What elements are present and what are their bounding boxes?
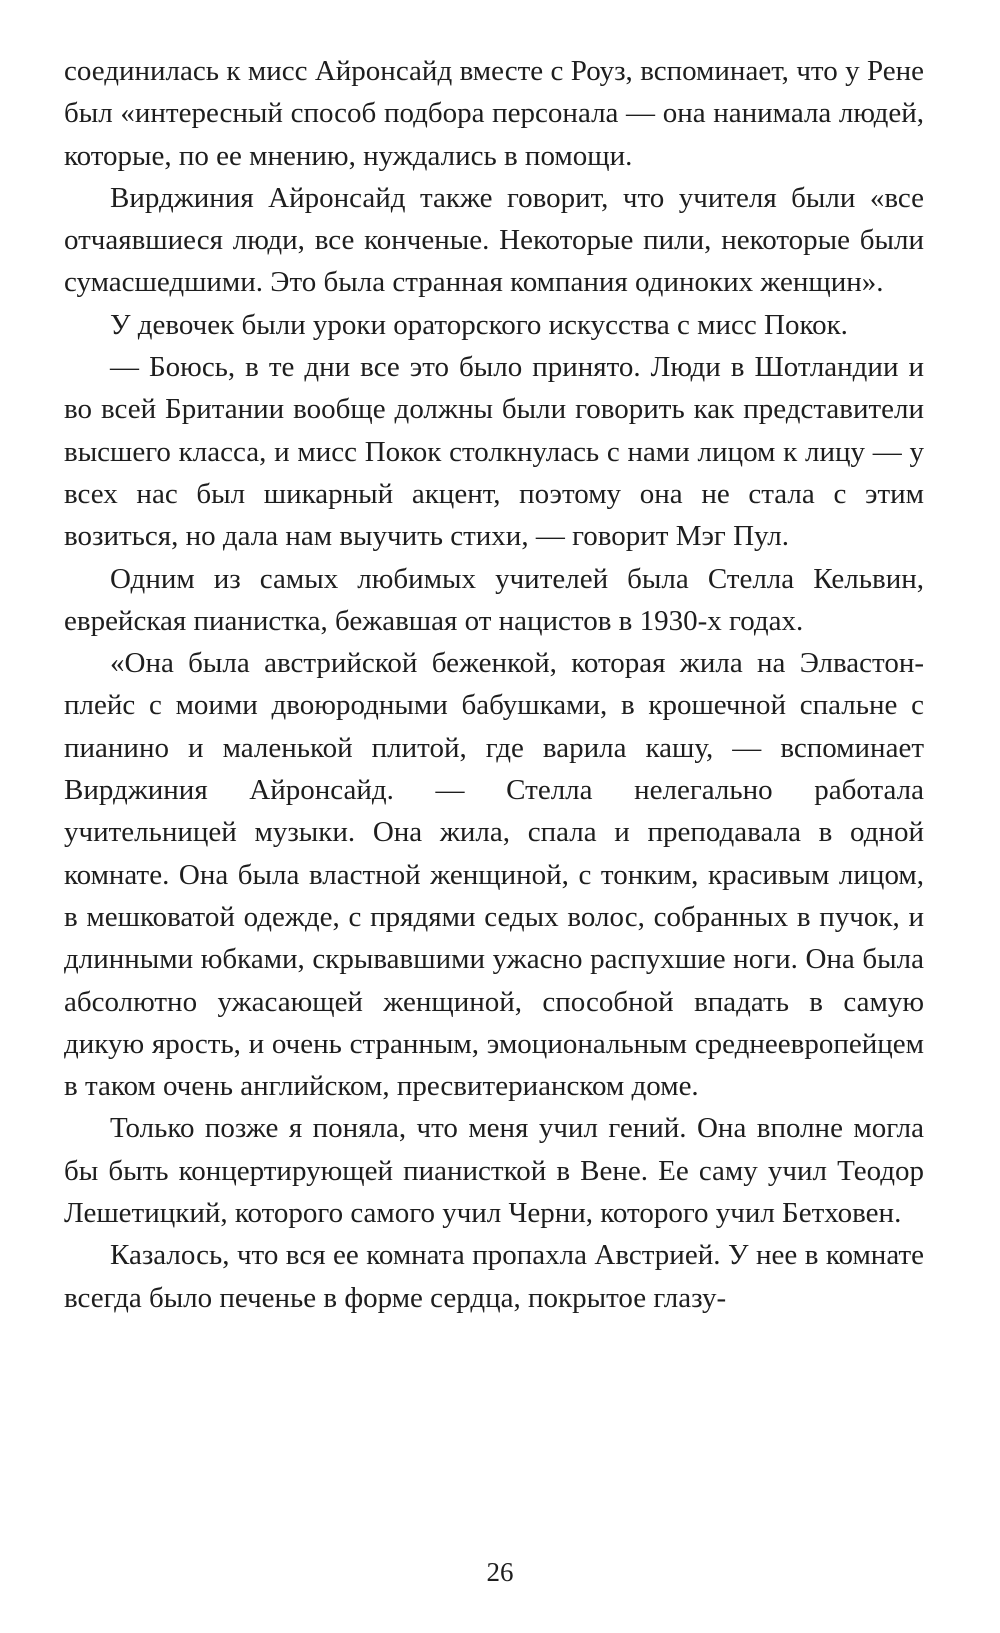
paragraph-1: соединилась к мисс Айронсайд вместе с Роуз, вспоминает, что у Рене был «интересный способ подбора персонала — она нанимала людей, которые, по ее мнению, нуждались в помощи.	[64, 55, 924, 172]
paragraph-6: «Она была австрийской беженкой, которая жила на Элвастон-плейс с моими двоюродными бабушками, в крошечной спальне с пианино и маленькой плитой, где варила кашу, — вспоминает Вирджиния Айронсайд. — Стелла нелегально работала учительницей музыки. Она жила, спала и преподавала в одной комнате. Она была властной женщиной, с тонким, красивым лицом, в мешковатой одежде, с прядями седых волос, собранных в пучок, и длинными юбками, скрывавшими ужасно распухшие ноги. Она была абсолютно ужасающей женщиной, способной впадать в самую дикую ярость, и очень странным, эмоциональным среднеевропейцем в таком очень английском, пресвитерианском доме.	[64, 647, 924, 1103]
paragraph-8: Казалось, что вся ее комната пропахла Австрией. У нее в комнате всегда было печенье в форме сердца, покрытое глазу-	[64, 1239, 924, 1314]
page-body	[64, 50, 924, 1319]
paragraph-2: Вирджиния Айронсайд также говорит, что учителя были «все отчаявшиеся люди, все конченые. Некоторые пили, некоторые были сумасшедшими. Это была странная компания одиноких женщин».	[64, 181, 924, 299]
page-number: 26	[486, 1557, 514, 1587]
paragraph-5: Одним из самых любимых учителей была Стелла Кельвин, еврейская пианистка, бежавшая от нацистов в 1930-х годах.	[64, 562, 924, 637]
paragraph-7: Только позже я поняла, что меня учил гений. Она вполне могла бы быть концертирующей пианисткой в Вене. Ее саму учил Теодор Лешетицкий, которого самого учил Черни, которого учил Бетховен.	[64, 1112, 924, 1230]
paragraph-4: — Боюсь, в те дни все это было принято. Люди в Шотландии и во всей Британии вообще должны были говорить как представители высшего класса, и мисс Покок столкнулась с нами лицом к лицу — у всех нас был шикарный акцент, поэтому она не стала с этим возиться, но дала нам выучить стихи, — говорит Мэг Пул.	[64, 351, 924, 553]
paragraph-3: У девочек были уроки ораторского искусства с мисс Покок.	[110, 308, 848, 341]
